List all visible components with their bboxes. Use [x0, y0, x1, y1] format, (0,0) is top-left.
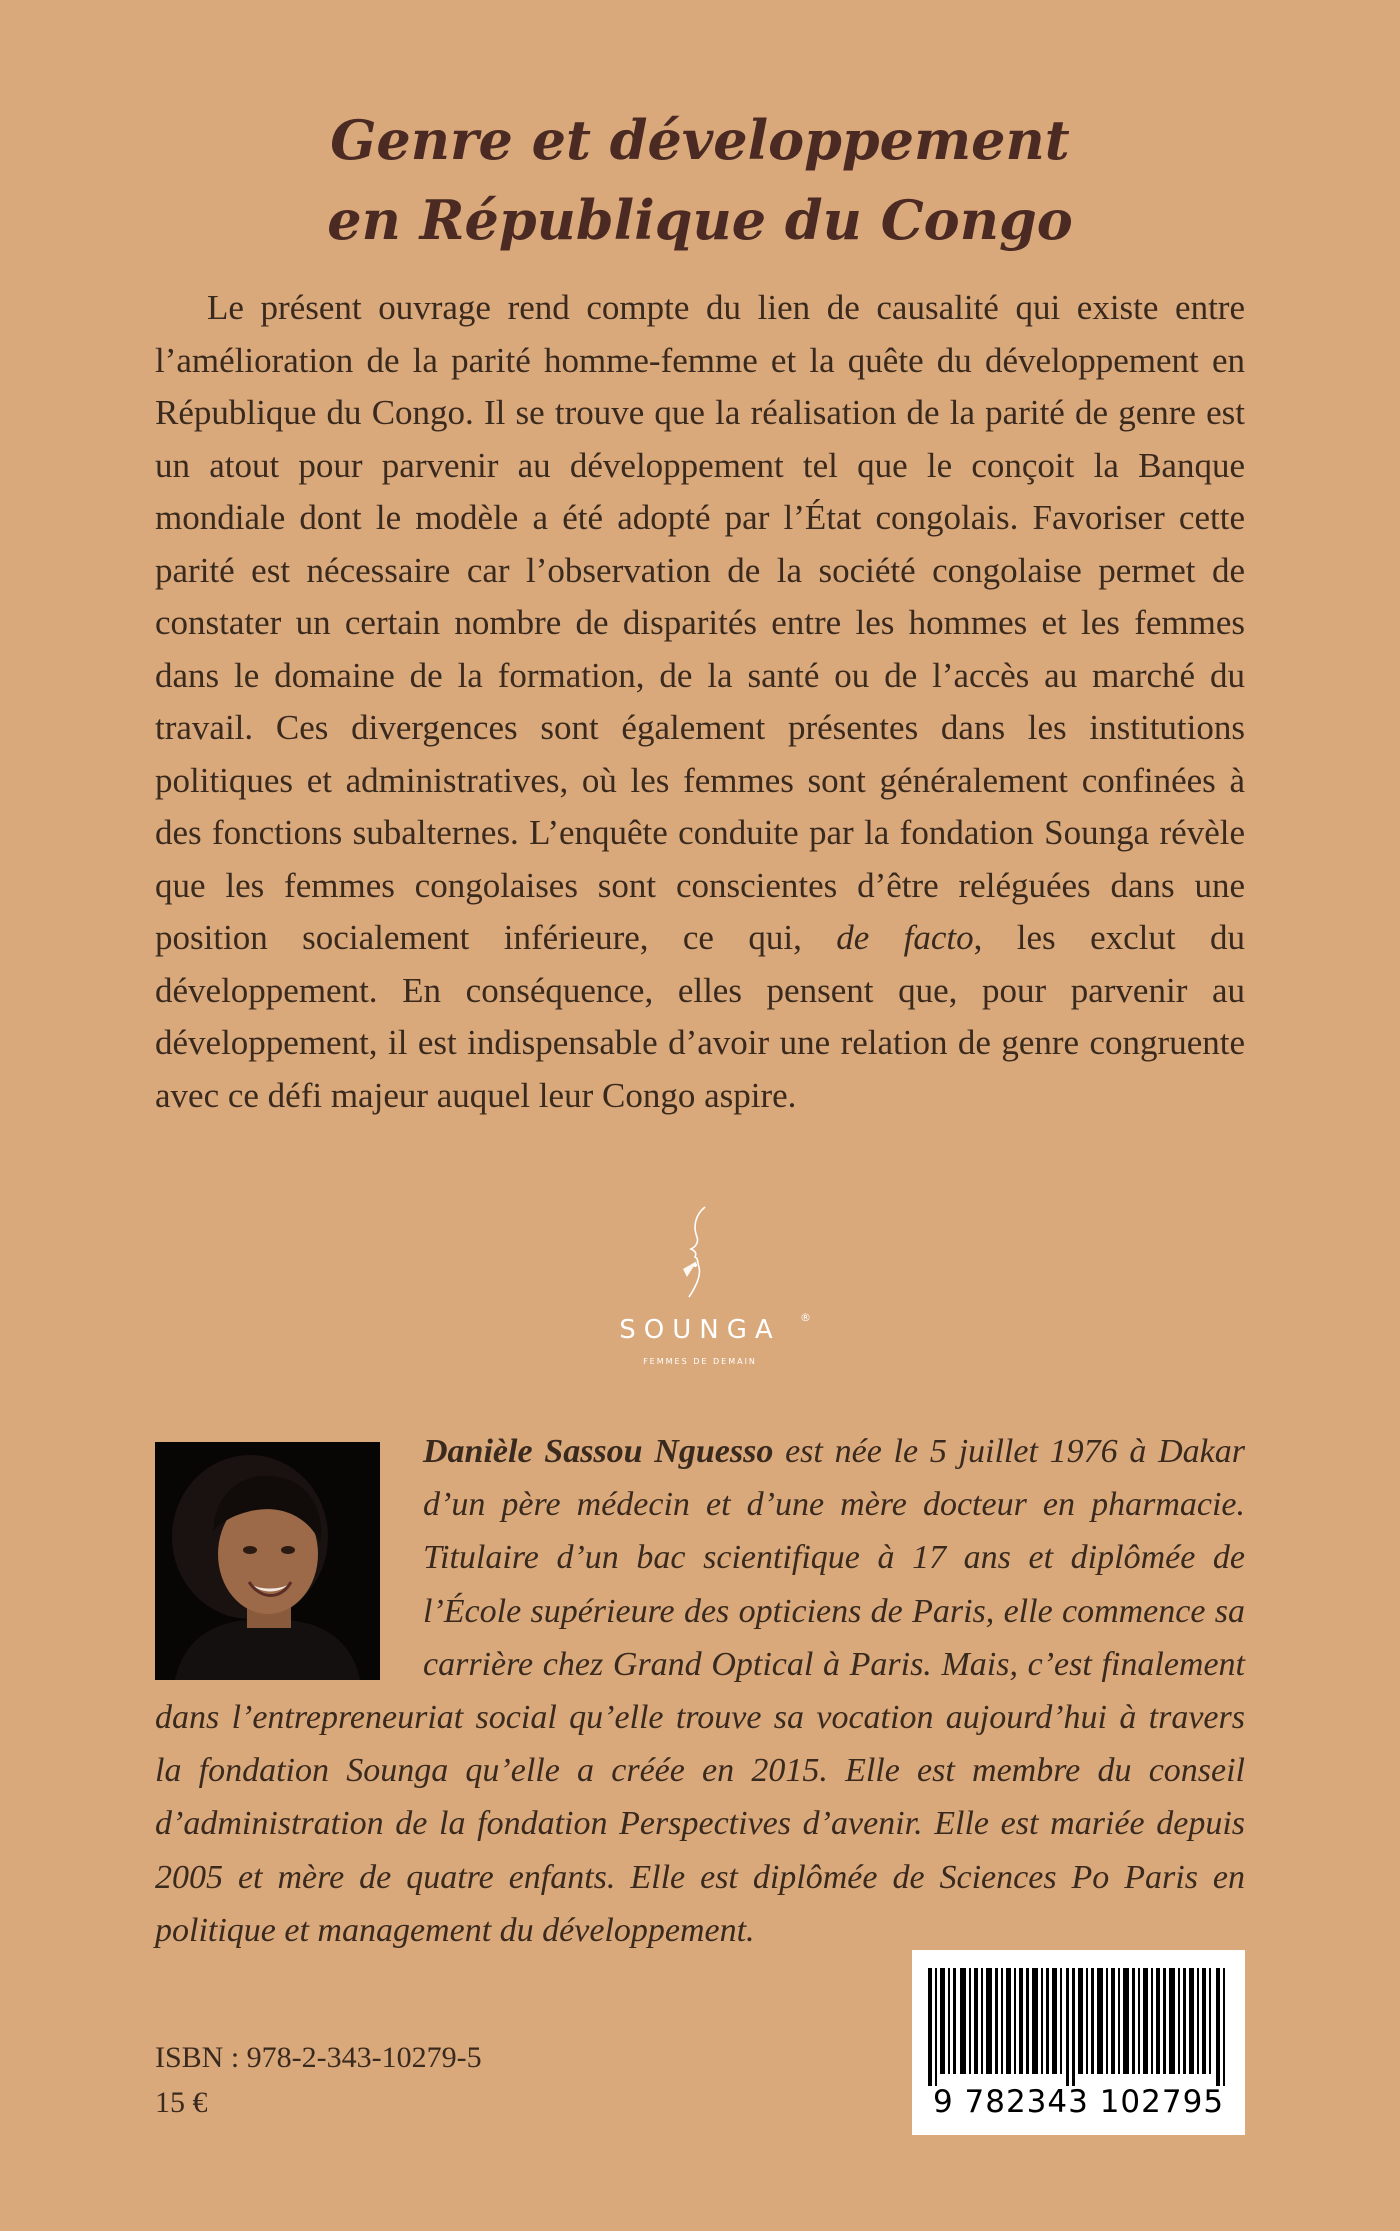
author-portrait — [155, 1442, 380, 1680]
barcode-digits: 9 782343 102795 — [932, 2084, 1225, 2120]
barcode-bars — [926, 1968, 1231, 2086]
barcode — [912, 1950, 1245, 2135]
logo-tagline: FEMMES DE DEMAIN — [643, 1357, 757, 1366]
isbn: ISBN : 978-2-343-10279-5 — [155, 2041, 482, 2074]
book-summary — [155, 282, 1245, 1122]
summary-text-2: , les exclut du développement. En conséquence, elles pensent que, pour parvenir au développement, il est indispensable d’avoir une relation de genre congruente avec ce défi majeur auquel leur Congo aspire. — [155, 918, 1245, 1115]
title-line-1: Genre et développement — [330, 108, 1070, 172]
title-line-2: en République du Congo — [327, 188, 1073, 252]
price: 15 € — [155, 2086, 208, 2119]
sounga-logo — [560, 1205, 840, 1375]
summary-italic: de facto — [836, 918, 974, 957]
registered-mark: ® — [800, 1311, 811, 1324]
logo-name: SOUNGA — [619, 1315, 781, 1345]
woman-profile-icon — [675, 1205, 725, 1305]
summary-text-1: Le présent ouvrage rend compte du lien de causalité qui existe entre l’amélioration de la parité homme-femme et la quête du développement en République du Congo. Il se trouve que la réalisation de la parité de genre est un atout pour parvenir au développement tel que le conçoit la Banque mondiale dont le modèle a été adopté par l’État congolais. Favoriser cette parité est nécessaire car l’observation de la société congolaise permet de constater un certain nombre de disparités entre les hommes et les femmes dans le domaine de la formation, de la santé ou de l’accès au marché du travail. Ces divergences sont également présentes dans les institutions politiques et administratives, où les femmes sont généralement confinées à des fonctions subalternes. L’enquête conduite par la fondation Sounga révèle que les femmes congolaises sont conscientes d’être reléguées dans une position socialement inférieure, ce qui, — [155, 288, 1245, 957]
book-title — [0, 100, 1400, 260]
author-name: Danièle Sassou Nguesso — [423, 1433, 774, 1470]
author-bio-text: est née le 5 juillet 1976 à Dakar d’un père médecin et d’une mère docteur en pharmacie. Titulaire d’un bac scientifique à 17 ans et diplômée de l’École supérieure des opticiens de Paris, elle commence sa carrière chez Grand Optical à Paris. Mais, c’est finalement dans l’entrepreneuriat social qu’elle trouve sa vocation aujourd’hui à travers la fondation Sounga qu’elle a créée en 2015. Elle est membre du conseil d’administration de la fondation Perspectives d’avenir. Elle est mariée depuis 2005 et mère de quatre enfants. Elle est diplômée de Sciences Po Paris en politique et management du développement. — [155, 1433, 1246, 1949]
